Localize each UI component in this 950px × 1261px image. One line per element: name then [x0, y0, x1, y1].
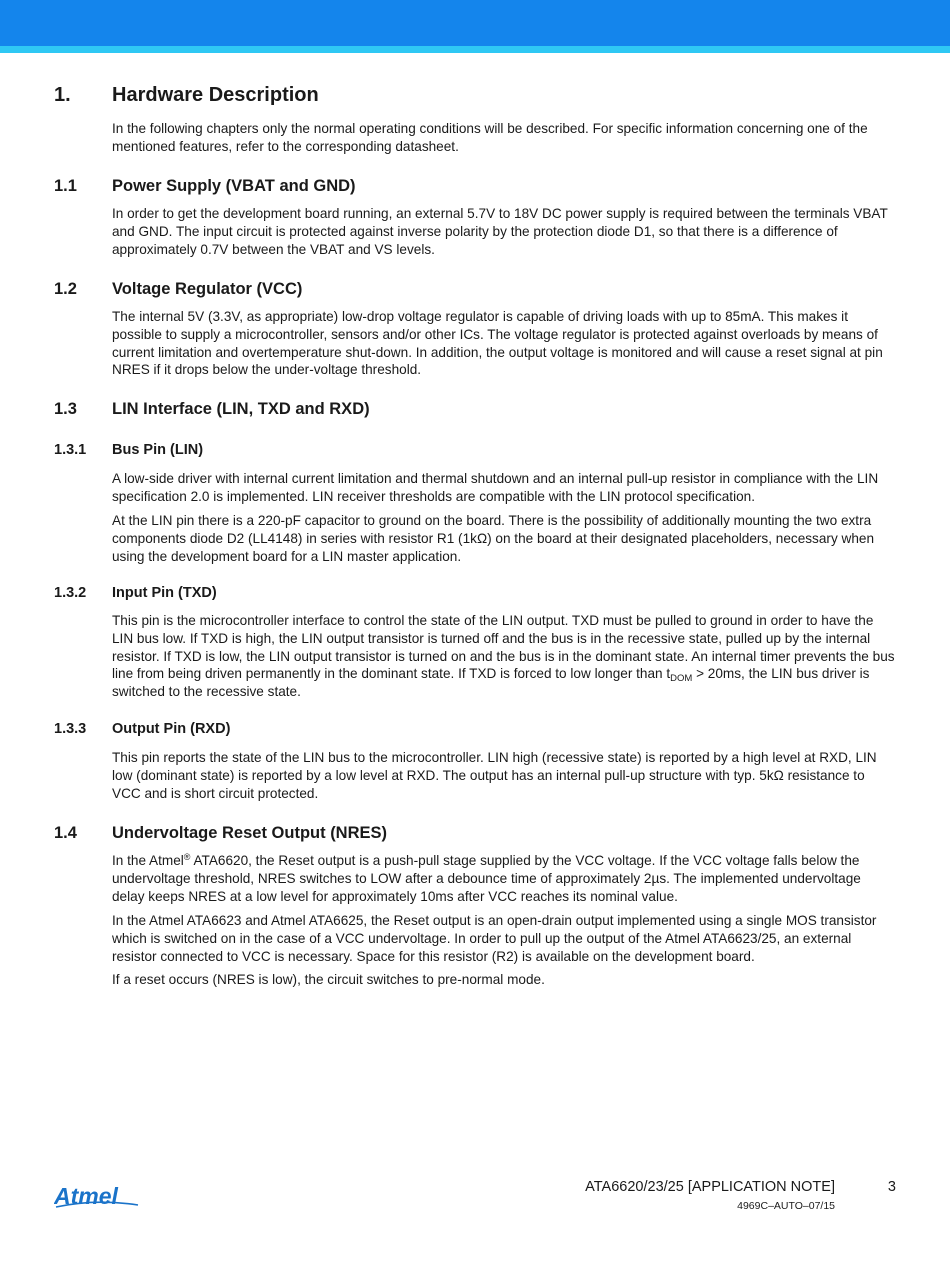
paragraph-nres-2: In the Atmel ATA6623 and Atmel ATA6625, the Reset output is an open-drain output implemented using a single MOS transistor which is switched on in the case of a VCC undervoltage. In order to pull up the output of the Atmel ATA6623/25, an external resistor connected to VCC is necessary. Space for this resistor (R2) is available on the development board. — [112, 913, 877, 964]
section-title: Input Pin (TXD) — [112, 585, 217, 601]
paragraph-bus-pin-2: At the LIN pin there is a 220-pF capacitor to ground on the board. There is the possibility of additionally mounting the two extra components diode D2 (LL4148) in series with resistor R1 (1kΩ) on the board at their designated placeholders, necessary when using the development board for a LIN master application. — [112, 513, 875, 564]
atmel-logo — [54, 1180, 140, 1210]
section-number: 1.1 — [54, 177, 77, 195]
section-number: 1.3.3 — [54, 721, 87, 737]
logo-text: Atmel — [54, 1183, 118, 1209]
section-number: 1.3 — [54, 400, 77, 418]
section-number: 1.2 — [54, 280, 77, 298]
paragraph-intro: In the following chapters only the normal operating conditions will be described. For specific information concerning one of the mentioned features, refer to the corresponding datasheet. — [112, 121, 868, 154]
section-number: 1.3.2 — [54, 585, 87, 601]
section-number: 1. — [54, 84, 71, 106]
section-title: Bus Pin (LIN) — [112, 442, 204, 458]
footer-doc-code: 4969C–AUTO–07/15 — [737, 1200, 835, 1212]
paragraph-input-pin — [112, 612, 895, 701]
section-title: Voltage Regulator (VCC) — [112, 280, 303, 298]
txd-text-a: This pin is the microcontroller interface to control the state of the LIN output. TXD must be pulled to ground in order to have the LIN bus low. If TXD is high, the LIN output transistor is turned off and the bus is in the recessive state, pulled up by the internal resistor. If TXD is low, the LIN output transistor is turned on and the bus is in the dominant state. An internal timer prevents the bus line from being driven permanently in the dominant state. If TXD is forced to low longer than t — [112, 613, 895, 682]
section-title: Hardware Description — [112, 84, 319, 106]
paragraph-nres-3: If a reset occurs (NRES is low), the circuit switches to pre-normal mode. — [112, 972, 545, 987]
t-dom-subscript: DOM — [670, 673, 693, 685]
paragraph-power-supply: In order to get the development board running, an external 5.7V to 18V DC power supply is required between the terminals VBAT and GND. The input circuit is protected against inverse polarity by the protection diode D1, so that there is a difference of approximately 0.7V between the VBAT and VS levels. — [112, 206, 888, 257]
section-title: Power Supply (VBAT and GND) — [112, 177, 356, 195]
section-title: Undervoltage Reset Output (NRES) — [112, 824, 388, 842]
header-stripe — [0, 46, 950, 53]
footer-doc-title: ATA6620/23/25 [APPLICATION NOTE] — [585, 1179, 835, 1195]
section-number: 1.3.1 — [54, 442, 87, 458]
nres-text-a: In the Atmel — [112, 853, 184, 868]
section-number: 1.4 — [54, 824, 77, 842]
paragraph-nres-1 — [112, 852, 895, 905]
paragraph-bus-pin-1: A low-side driver with internal current limitation and thermal shutdown and an internal pull-up resistor in compliance with the LIN specification 2.0 is implemented. LIN receiver thresholds are compatible with the LIN protocol specification. — [112, 471, 879, 504]
nres-text-b: ATA6620, the Reset output is a push-pull stage supplied by the VCC voltage. If the VCC voltage falls below the undervoltage threshold, NRES switches to LOW after a debounce time of approximately 2µs. The implemented undervoltage delay keeps NRES at a low level for approximately 10ms after VCC reaches its nominal value. — [112, 853, 861, 904]
section-title: Output Pin (RXD) — [112, 721, 231, 737]
registered-mark: ® — [183, 852, 191, 862]
header-bar — [0, 0, 950, 46]
page-number: 3 — [887, 1179, 896, 1195]
txd-text-b: > 20ms, the LIN bus driver is switched to the recessive state. — [112, 666, 870, 700]
section-title: LIN Interface (LIN, TXD and RXD) — [112, 400, 370, 418]
paragraph-output-pin: This pin reports the state of the LIN bus to the microcontroller. LIN high (recessive state) is reported by a high level at RXD, LIN low (dominant state) is reported by a low level at RXD. The output has an internal pull-up structure with typ. 5kΩ resistance to VCC and is short circuit protected. — [112, 750, 877, 801]
paragraph-voltage-regulator: The internal 5V (3.3V, as appropriate) low-drop voltage regulator is capable of driving loads with up to 85mA. This makes it possible to supply a microcontroller, sensors and/or other ICs. The voltage regulator is protected against overloads by means of current limitation and overtemperature shut-down. In addition, the output voltage is monitored and will cause a reset signal at pin NRES if it drops below the under-voltage threshold. — [112, 309, 883, 378]
